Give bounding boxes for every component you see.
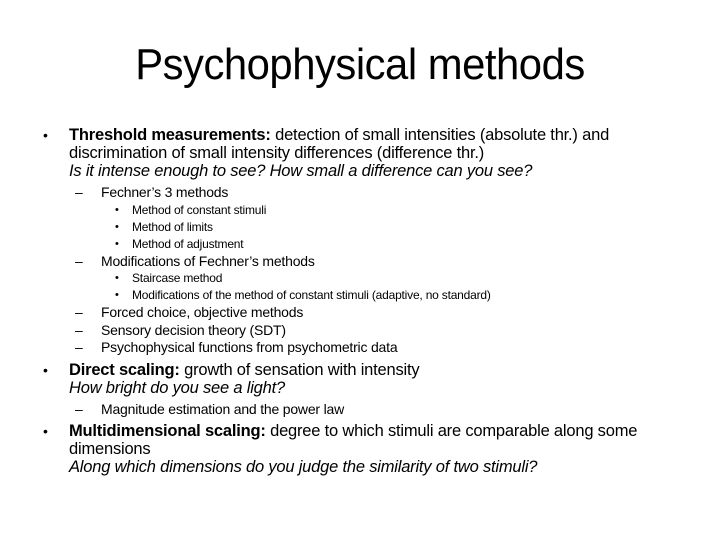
bullet-threshold-measurements <box>0 126 720 180</box>
bullet-text: degree to which stimuli are comparable along some dimensions <box>69 422 638 458</box>
dash-icon: – <box>75 304 83 320</box>
dash-icon: – <box>75 400 83 417</box>
sub-sub-item-text: Method of adjustment <box>132 236 244 251</box>
sub-sub-item <box>0 219 720 236</box>
bullet-question: How bright do you see a light? <box>69 378 285 397</box>
bullet-direct-scaling <box>0 361 720 397</box>
sub-sub-item-text: Method of constant stimuli <box>132 202 267 217</box>
dash-icon: – <box>75 252 83 269</box>
bullet-icon: • <box>115 289 119 301</box>
bullet-text: detection of small intensities (absolute thr.) and discrimination of small intensity differences (difference thr.) <box>69 126 610 162</box>
slide-body <box>0 126 720 476</box>
sub-sub-item-text: Method of limits <box>132 219 213 234</box>
sub-sub-item <box>0 287 720 304</box>
sub-item <box>0 304 720 322</box>
bullet-icon: • <box>43 361 48 378</box>
sub-item-text: Psychophysical functions from psychometric data <box>101 339 398 355</box>
bullet-icon: • <box>43 423 48 439</box>
dash-icon: – <box>75 184 83 200</box>
bullet-icon: • <box>43 127 48 143</box>
bullet-icon: • <box>115 272 119 284</box>
sub-sub-item <box>0 236 720 253</box>
sub-item-text: Modifications of Fechner’s methods <box>101 252 315 269</box>
sub-sub-item-text: Staircase method <box>132 271 223 285</box>
sub-item <box>0 401 720 419</box>
sub-item <box>0 322 720 340</box>
bullet-question: Along which dimensions do you judge the similarity of two stimuli? <box>69 458 538 476</box>
bullet-heading: Multidimensional scaling: <box>69 422 266 440</box>
sub-item-text: Fechner’s 3 methods <box>101 184 229 200</box>
bullet-question: Is it intense enough to see? How small a difference can you see? <box>69 162 533 180</box>
bullet-icon: • <box>115 220 119 233</box>
sub-item <box>0 253 720 271</box>
slide-title: Psychophysical methods <box>135 40 585 89</box>
sub-sub-item-text: Modifications of the method of constant stimuli (adaptive, no standard) <box>132 288 491 302</box>
bullet-icon: • <box>115 237 119 250</box>
sub-item <box>0 184 720 202</box>
sub-sub-item <box>0 270 720 287</box>
sub-sub-item <box>0 202 720 219</box>
bullet-icon: • <box>115 203 119 216</box>
bullet-text: growth of sensation with intensity <box>179 360 420 379</box>
bullet-heading: Threshold measurements: <box>69 126 271 144</box>
sub-item-text: Forced choice, objective methods <box>101 304 304 320</box>
dash-icon: – <box>75 321 83 338</box>
sub-item-text: Magnitude estimation and the power law <box>101 400 344 417</box>
sub-item-text: Sensory decision theory (SDT) <box>101 321 286 338</box>
bullet-multidimensional-scaling <box>0 422 720 476</box>
sub-item <box>0 339 720 357</box>
bullet-heading: Direct scaling: <box>69 360 180 379</box>
dash-icon: – <box>75 339 83 355</box>
